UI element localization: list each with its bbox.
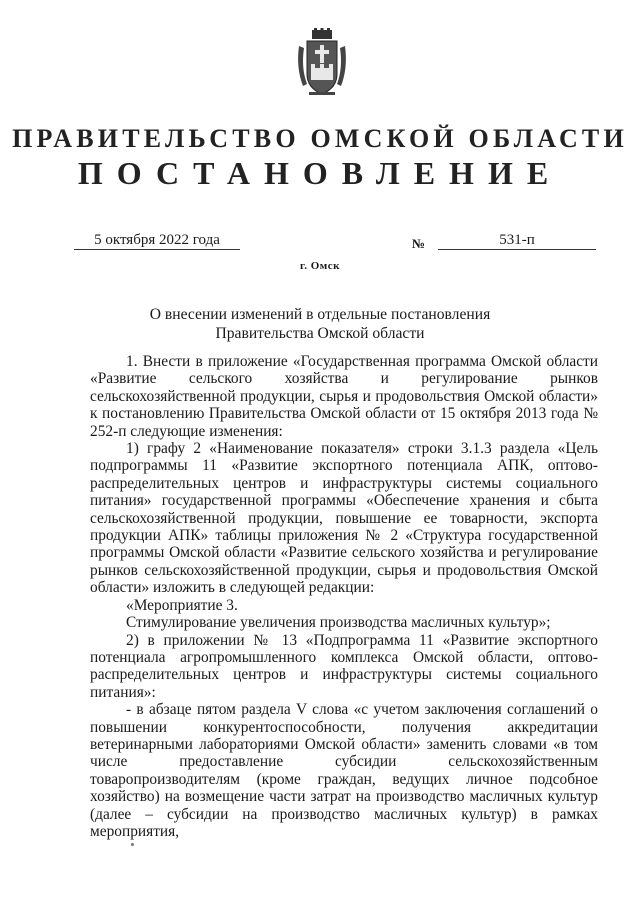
paragraph-6: - в абзаце пятом раздела V слова «с учетом заключения соглашений о повышении конкурентоспособности, получения аккредитации ветеринарными лабораториями Омской области» заменить словами «в том числе предоставление субсидии сельскохозяйственным товаропроизводителям (кроме граждан, ведущих личное подсобное хозяйство) на возмещение части затрат на производство масличных культур (далее – субсидии на производство масличных культур) в рамках мероприятия, (90, 701, 598, 840)
document-subject (120, 305, 520, 343)
paragraph-4: Стимулирование увеличения производства масличных культур»; (126, 614, 551, 632)
paragraph-1: 1. Внести в приложение «Государственная программа Омской области «Развитие сельского хозяйства и регулирование рынков сельскохозяйственной продукции, сырья и продовольствия Омской области» к постановлению Правительства Омской области от 15 октября 2013 года № 252-п следующие изменения: (90, 353, 598, 440)
number-sign: № (412, 236, 426, 251)
document-type: ПОСТАНОВЛЕНИЕ (77, 155, 563, 191)
paragraph-3: «Мероприятие 3. (126, 596, 238, 614)
paragraph-2: 1) графу 2 «Наименование показателя» строки 3.1.3 раздела «Цель подпрограммы 11 «Развитие экспортного потенциала АПК, оптово-распределительных центров и инфраструктуры системы социального питания» государственной программы «Обеспечение хранения и сбыта сельскохозяйственной продукции, повышение ее товарности, экспорта продукции АПК» таблицы приложения № 2 «Структура государственной программы Омской области «Развитие сельского хозяйства и регулирование рынков сельскохозяйственной продукции, сырья и продовольствия Омской области» изложить в следующей редакции: (90, 440, 598, 597)
document-body (90, 353, 598, 840)
document-number: 531-п (438, 231, 596, 250)
government-name: ПРАВИТЕЛЬСТВО ОМСКОЙ ОБЛАСТИ (12, 124, 628, 153)
document-date: 5 октября 2022 года (74, 231, 240, 250)
subject-line-1: О внесении изменений в отдельные постановления (149, 306, 491, 323)
scan-speck (131, 843, 134, 846)
subject-line-2: Правительства Омской области (215, 325, 425, 342)
paragraph-5: 2) в приложении № 13 «Подпрограмма 11 «Развитие экспортного потенциала агропромышленного комплекса Омской области, оптово-распределительных центров и инфраструктуры системы социального питания»: (90, 631, 598, 701)
coat-of-arms-icon (295, 28, 349, 98)
city: г. Омск (299, 260, 341, 272)
